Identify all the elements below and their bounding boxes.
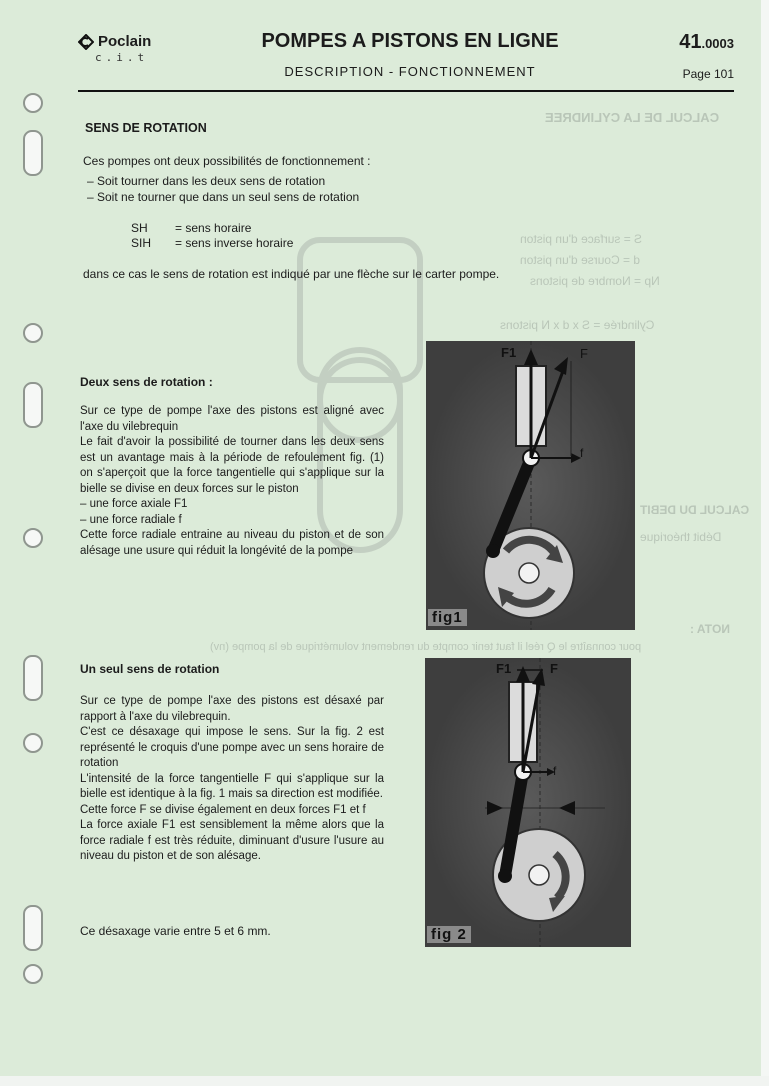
list-item: – Soit ne tourner que dans un seul sens de rotation	[87, 190, 360, 204]
paragraph: L'intensité de la force tangentielle F qui s'applique sur la bielle est identique à la fig. 1 mais sa direction est modifiée.	[80, 772, 384, 800]
label-f: F	[580, 346, 588, 361]
intro-text: Ces pompes ont deux possibilités de fonctionnement :	[83, 154, 371, 168]
poclain-logo-icon	[78, 34, 94, 50]
label-small-f: f	[580, 446, 584, 460]
paragraph: Sur ce type de pompe l'axe des pistons est désaxé par rapport à l'axe du vilebrequin.	[80, 695, 384, 723]
paragraph: Cette force radiale entraine au niveau du piston et de son alésage une usure qui réduit la longévité de la pompe	[80, 529, 384, 557]
binder-hole	[23, 964, 43, 984]
bleed-through-line: NOTA :	[690, 622, 730, 636]
label-small-f: f	[553, 764, 557, 778]
section-heading: Deux sens de rotation :	[80, 375, 213, 389]
brand-logo	[78, 33, 151, 50]
section-heading: SENS DE ROTATION	[85, 121, 207, 135]
binder-hole	[23, 323, 43, 343]
binder-hole	[23, 733, 43, 753]
section-body	[80, 404, 384, 559]
paragraph: C'est ce désaxage qui impose le sens. Sur la fig. 2 est représenté le croquis d'une pompe avec un sens horaire de rotation	[80, 726, 384, 769]
figure-2	[425, 658, 631, 947]
label-f1: F1	[501, 345, 517, 360]
binder-hole	[23, 528, 43, 548]
page-edge	[761, 0, 769, 1086]
binder-slot	[23, 382, 43, 428]
document-number-main: 41	[679, 31, 702, 53]
paragraph: Sur ce type de pompe l'axe des pistons est aligné avec l'axe du vilebrequin	[80, 405, 384, 433]
label-f1: F1	[496, 661, 512, 676]
figure-2-drawing	[425, 658, 631, 947]
list-item: – Soit tourner dans les deux sens de rotation	[87, 174, 326, 188]
brand-name: Poclain	[98, 33, 152, 50]
figure-1	[426, 341, 635, 630]
bleed-through-line: Cylindrée = S x d x N pistons	[500, 318, 655, 332]
header-rule	[78, 90, 734, 92]
paragraph: – une force radiale f	[80, 513, 182, 526]
page-number: Page 101	[682, 67, 734, 81]
section-heading: Un seul sens de rotation	[80, 662, 220, 676]
abbr-code: SIH	[131, 236, 152, 250]
paragraph: Cette force F se divise également en deux forces F1 et f	[80, 803, 366, 816]
bleed-through-line: d = Course d'un piston	[520, 253, 641, 267]
bleed-through-line: pour connaître le Q réel il faut tenir compte du rendement volumétrique de la pompe (nv)	[210, 641, 642, 653]
document-subtitle: DESCRIPTION - FONCTIONNEMENT	[284, 64, 536, 79]
bleed-through-line: Np = Nombre de pistons	[530, 274, 660, 288]
brand-subtitle: c.i.t	[95, 51, 149, 64]
paragraph: Le fait d'avoir la possibilité de tourner dans les deux sens est un avantage mais à la période de refoulement fig. (1) on s'aperçoit que la force tangentielle qui s'applique sur la bielle se divise en deux forces sur le piston	[80, 436, 384, 495]
note-text: dans ce cas le sens de rotation est indiqué par une flèche sur le carter pompe.	[83, 267, 500, 281]
abbr-meaning: = sens horaire	[175, 221, 252, 235]
figure-caption: fig 2	[427, 926, 471, 943]
binder-slot	[23, 655, 43, 701]
page-edge	[0, 1076, 769, 1086]
figure-caption: fig1	[428, 609, 467, 626]
binder-slot	[23, 905, 43, 951]
abbr-code: SH	[131, 221, 148, 235]
figure-1-drawing	[426, 341, 635, 630]
bleed-through-line: CALCUL DE LA CYLINDREE	[545, 110, 720, 125]
bleed-through-line: S = surface d'un piston	[520, 232, 643, 246]
paragraph: – une force axiale F1	[80, 498, 188, 510]
label-f: F	[550, 661, 558, 676]
abbr-meaning: = sens inverse horaire	[175, 236, 294, 250]
binder-hole	[23, 93, 43, 113]
paragraph: La force axiale F1 est sensiblement la même alors que la force radiale f est très réduite, diminuant d'usure l'usure au niveau du piston et de son alésage.	[80, 819, 384, 862]
final-note: Ce désaxage varie entre 5 et 6 mm.	[80, 924, 271, 938]
document-number	[620, 31, 734, 54]
document-number-suffix: .0003	[701, 36, 734, 51]
binder-slot	[23, 130, 43, 176]
document-title: POMPES A PISTONS EN LIGNE	[261, 30, 559, 52]
bleed-through-line: CALCUL DU DEBIT	[640, 503, 750, 517]
section-body	[80, 694, 384, 865]
bleed-through-line: Débit théorique	[640, 530, 722, 544]
